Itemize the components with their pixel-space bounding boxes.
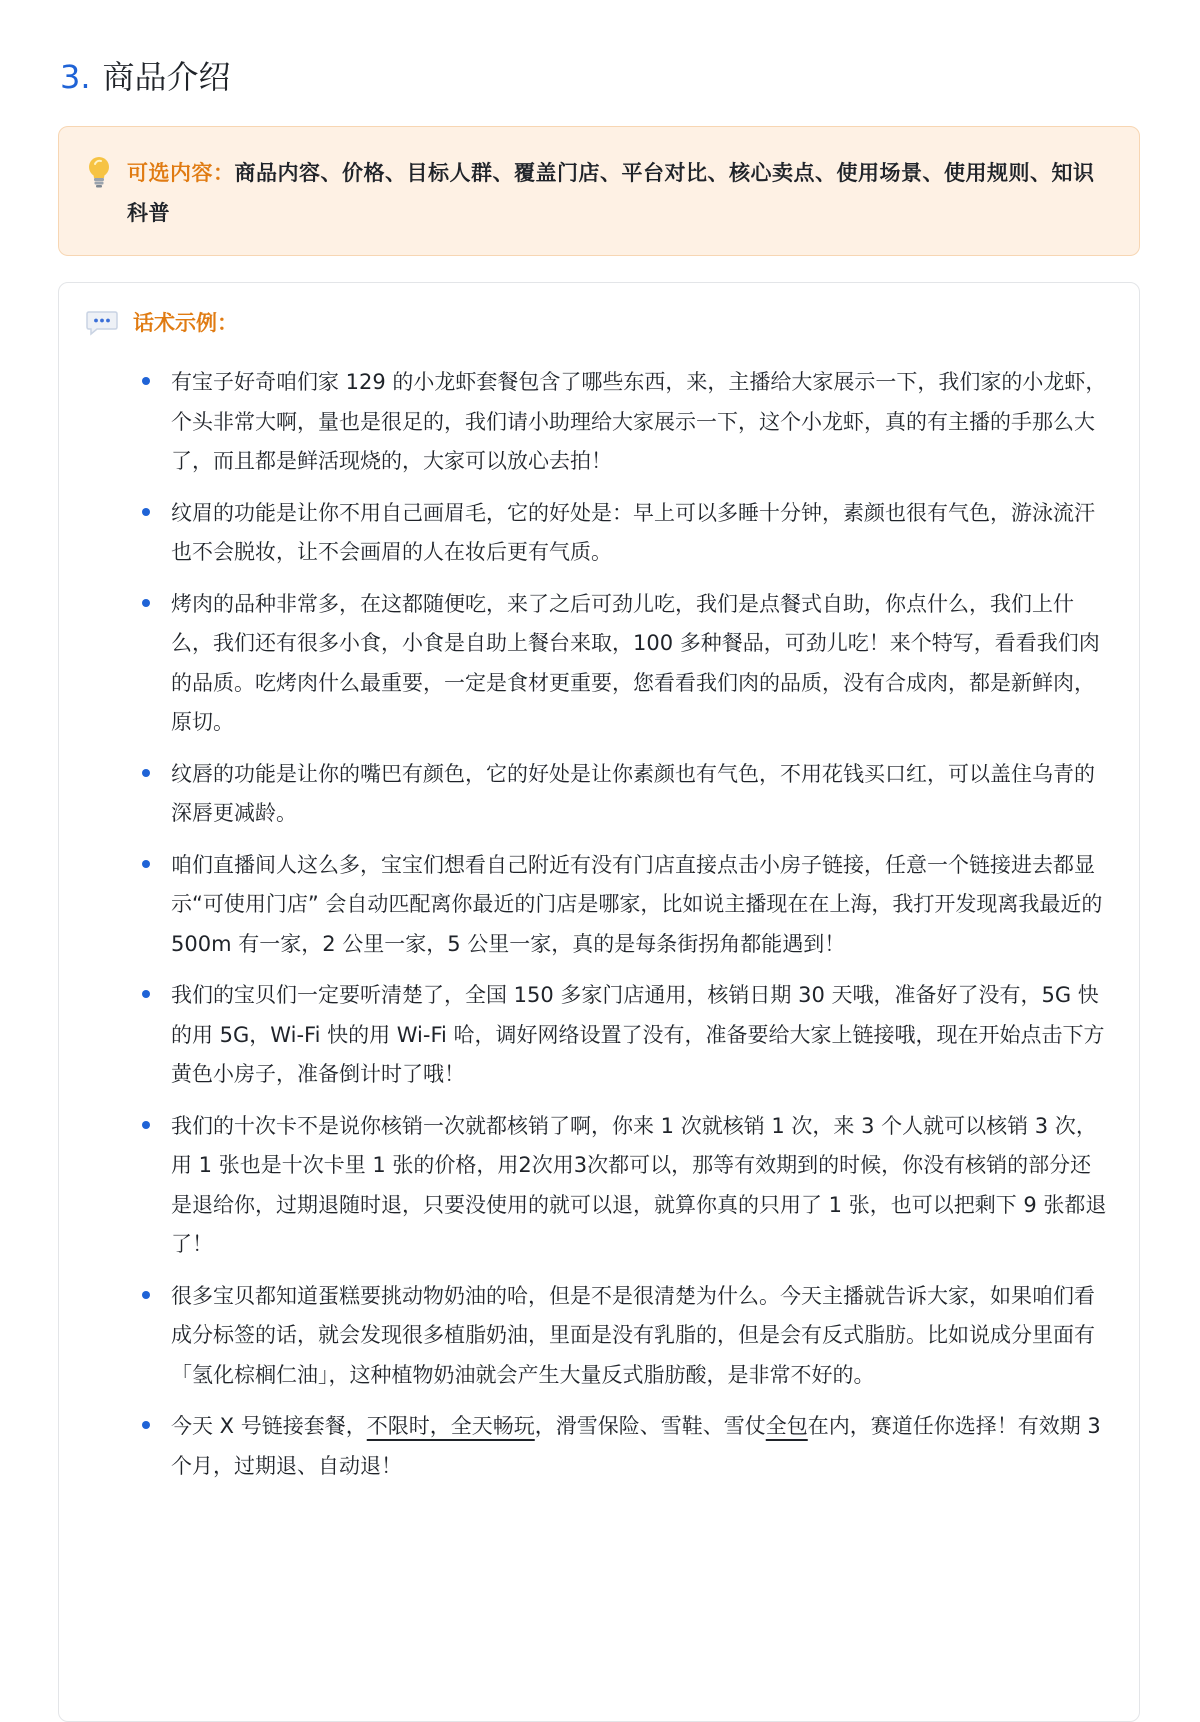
- list-item: [59, 494, 1141, 573]
- list-item-text: [171, 1414, 1101, 1478]
- list-item-text-part: ，滑雪保险、雪鞋、雪仗: [534, 1414, 766, 1438]
- list-item-text: 我们的十次卡不是说你核销一次就都核销了啊，你来 1 次就核销 1 次，来 3 个人就可以核销 3 次，用 1 张也是十次卡里 1 张的价格，用2次用3次都可以，那等有效期到的时候，你没有核销的部分还是退给你，过期退随时退，只要没使用的就可以退，就算你真的只用了 1 张，也可以把剩下 9 张都退了！: [171, 1113, 1107, 1256]
- bullet-dot: [142, 377, 150, 385]
- bullet-dot: [142, 599, 150, 607]
- list-item: [59, 846, 1141, 965]
- script-example-callout: [58, 282, 1140, 1722]
- list-item-text: 烤肉的品种非常多，在这都随便吃，来了之后可劲儿吃，我们是点餐式自助，你点什么，我们上什么，我们还有很多小食，小食是自助上餐台来取，100 多种餐品，可劲儿吃！来个特写，看看我们肉的品质。吃烤肉什么最重要，一定是食材更重要，您看看我们肉的品质，没有合成肉，都是新鲜肉，原切。: [171, 591, 1100, 734]
- list-item-text: 很多宝贝都知道蛋糕要挑动物奶油的哈，但是不是很清楚为什么。今天主播就告诉大家，如果咱们看成分标签的话，就会发现很多植脂奶油，里面是没有乳脂的，但是会有反式脂肪。比如说成分里面有「氢化棕榈仁油」，这种植物奶油就会产生大量反式脂肪酸，是非常不好的。: [171, 1283, 1095, 1387]
- bullet-dot: [142, 769, 150, 777]
- list-item-text-part: 今天 X 号链接套餐，: [171, 1414, 367, 1438]
- list-item: [59, 1407, 1141, 1486]
- list-item: [59, 755, 1141, 834]
- list-item-text-part: 在内，赛道任你选择！有效期 3 个月，过期退、自动退！: [171, 1414, 1101, 1478]
- lightbulb-icon: [85, 154, 113, 255]
- section-title: 商品介绍: [102, 58, 231, 96]
- bullet-dot: [142, 990, 150, 998]
- chat-bubble-icon: [85, 310, 119, 336]
- optional-content-list: 商品内容、价格、目标人群、覆盖门店、平台对比、核心卖点、使用场景、使用规则、知识科普: [127, 161, 1095, 225]
- optional-content-label: 可选内容：: [127, 161, 235, 185]
- bullet-dot: [142, 508, 150, 516]
- bullet-dot: [142, 1421, 150, 1429]
- list-item: [59, 363, 1141, 482]
- section-heading: [60, 52, 231, 102]
- list-item: [59, 1277, 1141, 1396]
- list-item-text: 咱们直播间人这么多，宝宝们想看自己附近有没有门店直接点击小房子链接，任意一个链接进去都显示“可使用门店” 会自动匹配离你最近的门店是哪家，比如说主播现在在上海，我打开发现离我最近的 500m 有一家，2 公里一家，5 公里一家，真的是每条街拐角都能遇到！: [171, 852, 1103, 956]
- bullet-dot: [142, 1291, 150, 1299]
- script-example-label: 话术示例：: [133, 311, 238, 335]
- script-example-list: [59, 363, 1141, 1498]
- script-example-header: [85, 303, 238, 343]
- bullet-dot: [142, 860, 150, 868]
- list-item: [59, 1107, 1141, 1265]
- underlined-phrase: 全包: [765, 1414, 808, 1438]
- underlined-phrase: 不限时，全天畅玩: [366, 1414, 535, 1438]
- list-item-text: 纹眉的功能是让你不用自己画眉毛，它的好处是：早上可以多睡十分钟，素颜也很有气色，游泳流汗也不会脱妆，让不会画眉的人在妆后更有气质。: [171, 500, 1095, 564]
- list-item-text: 有宝子好奇咱们家 129 的小龙虾套餐包含了哪些东西，来，主播给大家展示一下，我们家的小龙虾，个头非常大啊，量也是很足的，我们请小助理给大家展示一下，这个小龙虾，真的有主播的手那么大了，而且都是鲜活现烧的，大家可以放心去拍！: [171, 370, 1107, 473]
- list-item-text: 我们的宝贝们一定要听清楚了，全国 150 多家门店通用，核销日期 30 天哦，准备好了没有，5G 快的用 5G，Wi-Fi 快的用 Wi-Fi 哈，调好网络设置了没有，准备要给大家上链接哦，现在开始点击下方黄色小房子，准备倒计时了哦！: [171, 983, 1105, 1086]
- list-item: [59, 585, 1141, 743]
- section-number: 3.: [60, 58, 91, 96]
- list-item-text: 纹唇的功能是让你的嘴巴有颜色，它的好处是让你素颜也有气色，不用花钱买口红，可以盖住乌青的深唇更减龄。: [171, 761, 1095, 825]
- list-item: [59, 976, 1141, 1095]
- optional-content-callout: [58, 126, 1140, 256]
- bullet-dot: [142, 1121, 150, 1129]
- optional-content-text: [127, 153, 1109, 255]
